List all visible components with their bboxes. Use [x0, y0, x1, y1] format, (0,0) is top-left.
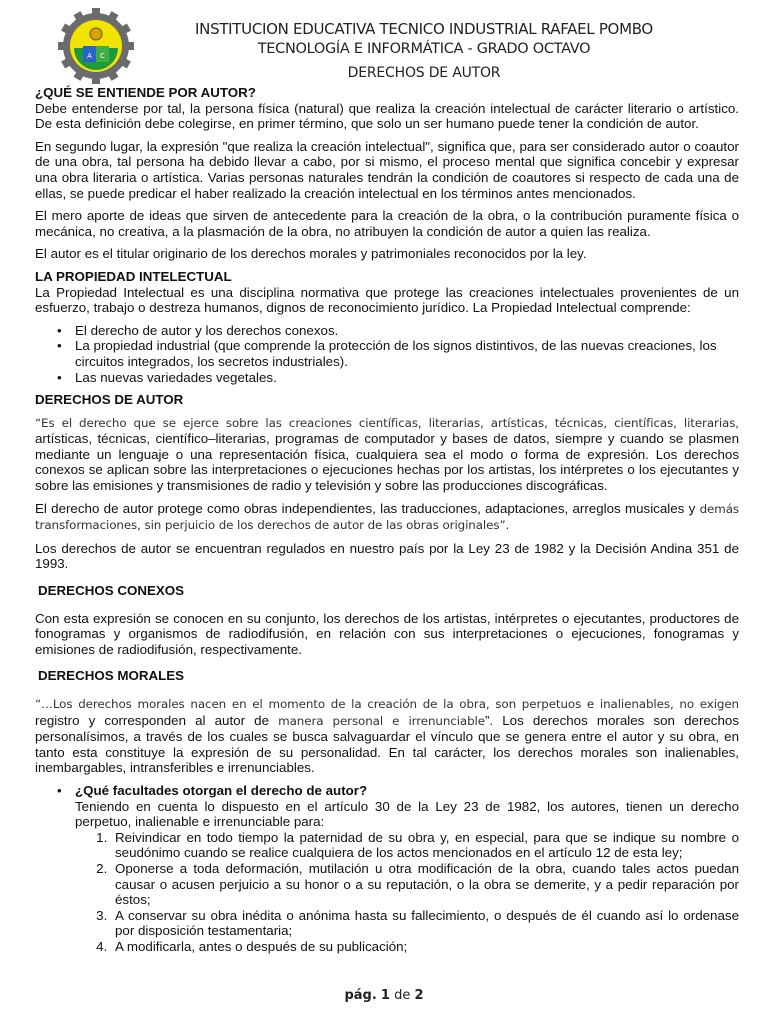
page-prefix: pág. — [344, 988, 377, 1003]
rights-list — [75, 830, 739, 955]
list-item: 4. A modificarla, antes o después de su publicación; — [111, 939, 739, 955]
paragraph: El mero aporte de ideas que sirven de antecedente para la creación de la obra, o la contribución puramente física o mecánica, no creativa, a la plasmación de la obra, no atribuyen la condición de autor a quien las realiza. — [35, 208, 739, 239]
section-heading-derechos-autor: DERECHOS DE AUTOR — [35, 392, 184, 408]
section-heading-morales: DERECHOS MORALES — [38, 668, 185, 684]
quote-paragraph — [35, 415, 739, 494]
paragraph: Los derechos de autor se encuentran regulados en nuestro país por la Ley 23 de 1982 y la Decisión Andina 351 de 1993. — [35, 540, 739, 572]
quote-text: “Es el derecho que se ejerce sobre las creaciones científicas, literarias, artísticas, técnicas, científicas, literarias, — [35, 415, 739, 430]
facultades-intro: Teniendo en cuenta lo dispuesto en el artículo 30 de la Ley 23 de 1982, los autores, tienen un derecho perpetuo, inalienable e irrenunciable para: — [75, 798, 739, 830]
document-body — [35, 85, 739, 955]
list-item: • Las nuevas variedades vegetales. — [75, 370, 739, 386]
propiedad-list — [35, 323, 739, 385]
section-heading-conexos: DERECHOS CONEXOS — [38, 583, 185, 599]
paragraph: El autor es el titular originario de los derechos morales y patrimoniales reconocidos por la ley. — [35, 246, 587, 262]
logo-letter-c: C — [100, 52, 105, 60]
institution-name: INSTITUCION EDUCATIVA TECNICO INDUSTRIAL RAFAEL POMBO — [195, 20, 653, 38]
page-number — [0, 988, 768, 1003]
paragraph: La Propiedad Intelectual es una disciplina normativa que protege las creaciones intelectuales provenientes de un esfuerzo, trabajo o destreza humanos, dignos de reconocimiento jurídico. La Propiedad Intelectual comprende: — [35, 284, 739, 316]
facultades-block — [35, 783, 739, 955]
list-item: 3. A conservar su obra inédita o anónima hasta su fallecimiento, o después de él cuando así lo ordenase por disposición testamentaria; — [111, 908, 739, 939]
page-current: 1 — [380, 988, 390, 1003]
section-heading-autor: ¿QUÉ SE ENTIENDE POR AUTOR? — [35, 85, 256, 100]
paragraph: En segundo lugar, la expresión "que realiza la creación intelectual", significa que, para ser considerado autor o coautor de una obra, tal persona ha debido llevar a cabo, por si mismo, el proceso mental que significa concebir y expresar una obra literaria o artística. Varias personas naturales tendrán la condición de coautores si respecto de cada una de ellas, se puede predicar el haber realizado la creación intelectual en los términos antes mencionados. — [35, 138, 739, 201]
section-heading-propiedad: LA PROPIEDAD INTELECTUAL — [35, 268, 232, 284]
quote-text: manera personal e irrenunciable — [278, 713, 485, 728]
page-sep: de — [394, 988, 411, 1003]
quote-text: “…Los derechos morales nacen en el momento de la creación de la obra, son perpetuos e inalienables, no exigen — [35, 697, 739, 711]
quote-text: El derecho de autor protege como obras independientes, las traducciones, adaptaciones, arreglos musicales y — [35, 500, 700, 516]
list-item: • El derecho de autor y los derechos conexos. — [75, 323, 739, 339]
paragraph: Con esta expresión se conocen en su conjunto, los derechos de los artistas, intérpretes o ejecutantes, productores de fonogramas y organismos de radiodifusión, en relación con sus interpretaciones o ejecuciones, fonogramas y emisiones de radiodifusión, respectivamente. — [35, 610, 739, 657]
facultades-question: ¿Qué facultades otorgan el derecho de autor? — [75, 782, 368, 798]
page-total: 2 — [414, 988, 424, 1003]
quote-text: artísticas, técnicas, científico–literarias, programas de computador y bases de datos, siempre y cuando se plasmen mediante un lenguaje o una representación física, cualquiera sea el modo o forma de expresión. Los derechos conexos se aplican sobre las interpretaciones o ejecuciones hechas por los artistas, los intérpretes o los ejecutantes y sobre las emisiones y transmisiones de radio y televisión y sobre las producciones discográficas. — [35, 431, 739, 494]
document-title: DERECHOS DE AUTOR — [347, 65, 501, 81]
paragraph: Debe entenderse por tal, la persona física (natural) que realiza la creación intelectual de carácter literario o artístico. De esta definición debe colegirse, en primer término, que solo un ser humano puede tener la condición de autor. — [35, 100, 739, 132]
quote-paragraph — [35, 696, 739, 776]
quote-text: ”. Los derechos morales son derechos personalísimos, a través de los cuales se busca salvaguardar el vínculo que se genera entre el autor y su obra, en tanto esta constituye la expresión de su personalidad. En tal carácter, los derechos morales son inalienables, inembargables, intransferibles e irrenunciables. — [35, 712, 739, 776]
bullet-icon: • — [57, 782, 62, 798]
list-item: 1. Reivindicar en todo tiempo la paternidad de su obra y, en especial, para que se indique su nombre o seudónimo cuando se realice cualquiera de los actos mencionados en el artículo 12 de esta ley; — [111, 830, 739, 861]
quote-text: demás transformaciones, sin perjuicio de los derechos de autor de las obras originales”. — [35, 501, 739, 533]
logo-letter-a: A — [87, 52, 92, 60]
quote-text: registro y corresponden al autor de — [35, 712, 279, 728]
list-item: 2. Oponerse a toda deformación, mutilación u otra modificación de la obra, cuando tales actos puedan causar o acusen perjuicio a su honor o a su reputación, o la obra se demerite, y a pedir reparación por éstos; — [111, 861, 739, 908]
course-title: TECNOLOGÍA E INFORMÁTICA - GRADO OCTAVO — [257, 41, 591, 57]
quote-paragraph — [35, 501, 739, 534]
list-item: • La propiedad industrial (que comprende la protección de los signos distintivos, de las nuevas creaciones, los circuitos integrados, los secretos industriales). — [75, 338, 739, 369]
